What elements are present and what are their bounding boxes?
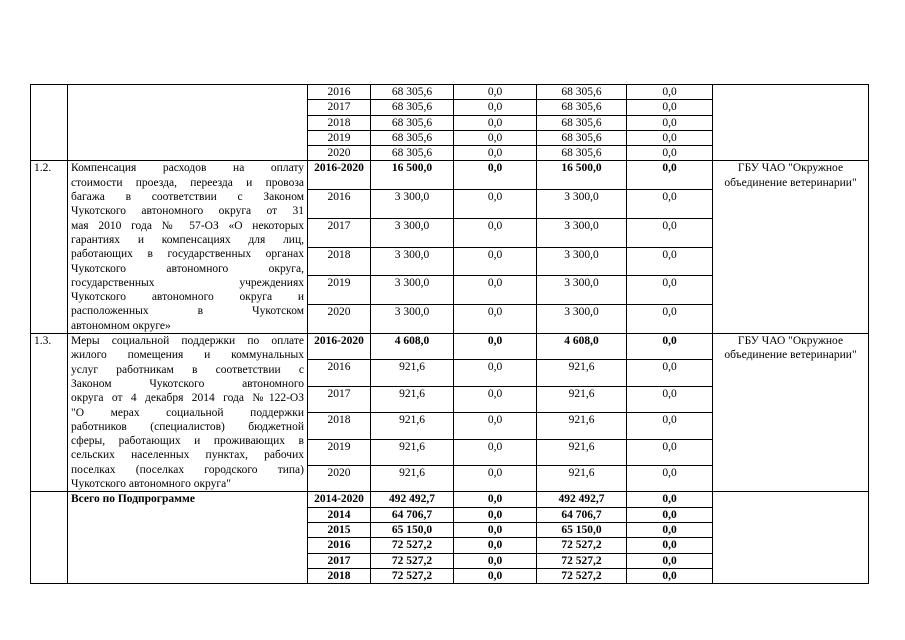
cell-year: 2020 (308, 146, 371, 161)
cell-total: 3 300,0 (371, 276, 454, 305)
cell-regional: 68 305,6 (537, 130, 627, 145)
cell-regional: 3 300,0 (537, 190, 627, 219)
cell-year: 2016-2020 (308, 334, 371, 360)
cell-year: 2018 (308, 568, 371, 583)
cell-regional: 68 305,6 (537, 100, 627, 115)
description-line: работающих в государственных органах (71, 248, 304, 261)
item-description-cell (68, 85, 308, 161)
cell-other: 0,0 (627, 360, 713, 386)
description-line: "О мерах социальной поддержки (71, 406, 304, 419)
cell-year: 2014 (308, 507, 371, 522)
cell-other: 0,0 (627, 190, 713, 219)
table-row (31, 492, 869, 507)
description-line: Компенсация расходов на оплату (71, 162, 304, 175)
item-number-cell (31, 85, 68, 161)
cell-regional: 72 527,2 (537, 553, 627, 568)
cell-other: 0,0 (627, 568, 713, 583)
cell-regional: 65 150,0 (537, 522, 627, 537)
cell-federal: 0,0 (454, 305, 537, 334)
cell-other: 0,0 (627, 413, 713, 439)
cell-other: 0,0 (627, 553, 713, 568)
cell-regional: 492 492,7 (537, 492, 627, 507)
cell-federal: 0,0 (454, 161, 537, 190)
cell-total: 3 300,0 (371, 247, 454, 276)
cell-total: 4 608,0 (371, 334, 454, 360)
cell-total: 921,6 (371, 360, 454, 386)
cell-total: 921,6 (371, 465, 454, 491)
table-body (31, 85, 869, 584)
cell-federal: 0,0 (454, 492, 537, 507)
cell-federal: 0,0 (454, 360, 537, 386)
cell-year: 2019 (308, 439, 371, 465)
cell-federal: 0,0 (454, 130, 537, 145)
cell-other: 0,0 (627, 522, 713, 537)
cell-regional: 4 608,0 (537, 334, 627, 360)
description-line: Чукотского автономного округа" (71, 478, 231, 491)
executor-cell: ГБУ ЧАО "Окружное объединение ветеринарии" (713, 161, 869, 334)
cell-federal: 0,0 (454, 568, 537, 583)
item-description (68, 334, 308, 492)
cell-other: 0,0 (627, 465, 713, 491)
description-line: жилого помещения и коммунальных (71, 349, 304, 362)
cell-federal: 0,0 (454, 247, 537, 276)
cell-other: 0,0 (627, 305, 713, 334)
cell-other: 0,0 (627, 130, 713, 145)
description-line: Законом Чукотского автономного (71, 377, 304, 390)
cell-regional: 64 706,7 (537, 507, 627, 522)
cell-total: 16 500,0 (371, 161, 454, 190)
cell-total: 921,6 (371, 386, 454, 412)
cell-federal: 0,0 (454, 522, 537, 537)
description-line: расположенных в Чукотском (71, 305, 304, 318)
cell-federal: 0,0 (454, 465, 537, 491)
cell-regional: 921,6 (537, 439, 627, 465)
executor-cell (713, 492, 869, 584)
cell-regional: 921,6 (537, 413, 627, 439)
description-line: сельских населенных пунктах, рабочих (71, 449, 304, 462)
cell-total: 68 305,6 (371, 115, 454, 130)
cell-other: 0,0 (627, 161, 713, 190)
item-number: 1.3. (31, 334, 68, 492)
cell-other: 0,0 (627, 115, 713, 130)
cell-year: 2017 (308, 218, 371, 247)
description-line: автономном округе» (71, 319, 171, 332)
cell-year: 2016 (308, 360, 371, 386)
cell-year: 2019 (308, 130, 371, 145)
cell-year: 2016-2020 (308, 161, 371, 190)
cell-year: 2016 (308, 190, 371, 219)
description-line: Меры социальной поддержки по оплате (71, 335, 304, 348)
cell-year: 2019 (308, 276, 371, 305)
cell-regional: 3 300,0 (537, 276, 627, 305)
cell-regional: 72 527,2 (537, 568, 627, 583)
description-line: округа от 4 декабря 2014 года №122-ОЗ (71, 392, 304, 405)
cell-regional: 68 305,6 (537, 115, 627, 130)
cell-other: 0,0 (627, 538, 713, 553)
cell-year: 2017 (308, 100, 371, 115)
executor-cell (713, 85, 869, 161)
table-row (31, 85, 869, 100)
description-line: Чукотского автономного округа и (71, 291, 304, 304)
cell-federal: 0,0 (454, 439, 537, 465)
cell-regional: 3 300,0 (537, 305, 627, 334)
cell-total: 68 305,6 (371, 100, 454, 115)
cell-other: 0,0 (627, 492, 713, 507)
cell-year: 2020 (308, 305, 371, 334)
cell-federal: 0,0 (454, 507, 537, 522)
subprogram-budget-table (30, 84, 869, 584)
description-line: Чукотского автономного округа от 31 (71, 205, 304, 218)
cell-year: 2017 (308, 386, 371, 412)
cell-total: 3 300,0 (371, 190, 454, 219)
cell-total: 65 150,0 (371, 522, 454, 537)
cell-total: 3 300,0 (371, 305, 454, 334)
cell-year: 2016 (308, 85, 371, 100)
cell-total: 3 300,0 (371, 218, 454, 247)
cell-other: 0,0 (627, 507, 713, 522)
cell-total: 72 527,2 (371, 568, 454, 583)
cell-regional: 68 305,6 (537, 85, 627, 100)
cell-year: 2017 (308, 553, 371, 568)
cell-other: 0,0 (627, 334, 713, 360)
cell-year: 2015 (308, 522, 371, 537)
cell-federal: 0,0 (454, 100, 537, 115)
cell-total: 492 492,7 (371, 492, 454, 507)
cell-regional: 921,6 (537, 386, 627, 412)
cell-federal: 0,0 (454, 115, 537, 130)
item-number: 1.2. (31, 161, 68, 334)
cell-other: 0,0 (627, 218, 713, 247)
cell-regional: 3 300,0 (537, 247, 627, 276)
cell-total: 921,6 (371, 439, 454, 465)
executor-cell: ГБУ ЧАО "Окружное объединение ветеринарии" (713, 334, 869, 492)
table-row (31, 334, 869, 360)
cell-year: 2016 (308, 538, 371, 553)
cell-federal: 0,0 (454, 85, 537, 100)
cell-regional: 68 305,6 (537, 146, 627, 161)
cell-federal: 0,0 (454, 334, 537, 360)
cell-regional: 16 500,0 (537, 161, 627, 190)
total-label: Всего по Подпрограмме (68, 492, 308, 584)
cell-federal: 0,0 (454, 413, 537, 439)
cell-federal: 0,0 (454, 538, 537, 553)
cell-year: 2018 (308, 413, 371, 439)
cell-total: 68 305,6 (371, 85, 454, 100)
cell-year: 2018 (308, 115, 371, 130)
cell-total: 68 305,6 (371, 146, 454, 161)
cell-total: 64 706,7 (371, 507, 454, 522)
cell-regional: 921,6 (537, 465, 627, 491)
cell-federal: 0,0 (454, 218, 537, 247)
cell-other: 0,0 (627, 85, 713, 100)
cell-federal: 0,0 (454, 146, 537, 161)
cell-other: 0,0 (627, 247, 713, 276)
cell-regional: 72 527,2 (537, 538, 627, 553)
cell-total: 72 527,2 (371, 553, 454, 568)
description-line: услуг работникам в соответствии с (71, 363, 304, 376)
cell-federal: 0,0 (454, 190, 537, 219)
table-row (31, 161, 869, 190)
cell-federal: 0,0 (454, 276, 537, 305)
cell-other: 0,0 (627, 146, 713, 161)
cell-other: 0,0 (627, 439, 713, 465)
item-description (68, 161, 308, 334)
cell-regional: 3 300,0 (537, 218, 627, 247)
total-num-cell (31, 492, 68, 584)
description-line: государственных учреждениях (71, 276, 304, 289)
cell-federal: 0,0 (454, 553, 537, 568)
cell-other: 0,0 (627, 276, 713, 305)
cell-total: 921,6 (371, 413, 454, 439)
cell-year: 2014-2020 (308, 492, 371, 507)
cell-other: 0,0 (627, 100, 713, 115)
description-line: стоимости проезда, переезда и провоза (71, 176, 304, 189)
cell-year: 2020 (308, 465, 371, 491)
cell-regional: 921,6 (537, 360, 627, 386)
description-line: Чукотского автономного округа, (71, 262, 304, 275)
description-line: мая 2010 года № 57-ОЗ «О некоторых (71, 219, 304, 232)
cell-total: 68 305,6 (371, 130, 454, 145)
cell-federal: 0,0 (454, 386, 537, 412)
cell-total: 72 527,2 (371, 538, 454, 553)
description-line: работников (специалистов) бюджетной (71, 420, 304, 433)
description-line: сферы, работающих и проживающих в (71, 435, 304, 448)
cell-year: 2018 (308, 247, 371, 276)
description-line: багажа в соответствии с Законом (71, 191, 304, 204)
cell-other: 0,0 (627, 386, 713, 412)
description-line: поселках (поселках городского типа) (71, 463, 304, 476)
description-line: гарантиях и компенсациях для лиц, (71, 233, 304, 246)
